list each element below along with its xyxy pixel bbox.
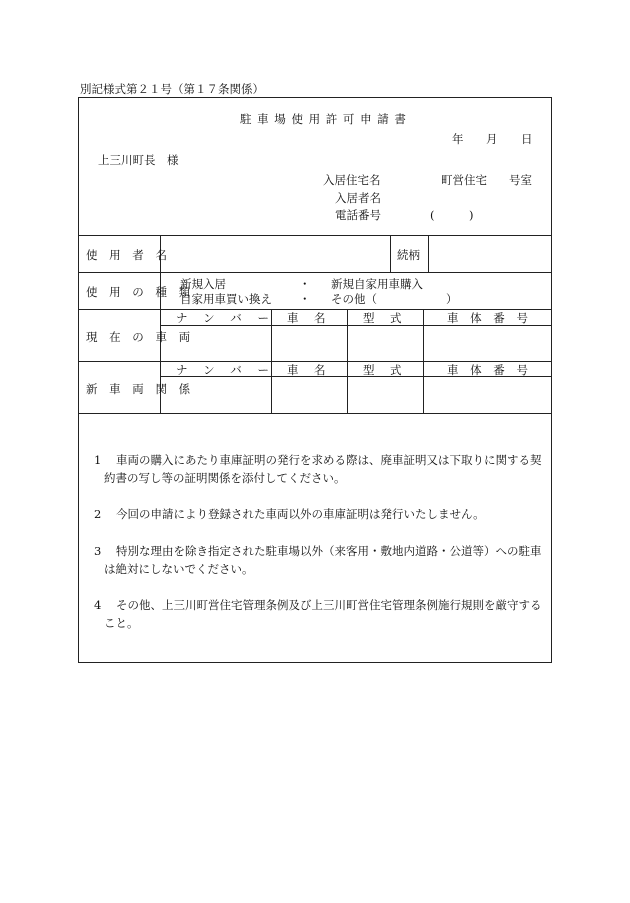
current-car-name-field[interactable]	[273, 327, 346, 360]
col-header-car-name: 車 名	[287, 311, 328, 325]
date-day-label: 日	[521, 132, 533, 146]
new-vehicle-label: 新 車 両 関 係	[86, 382, 195, 396]
usage-type-label: 使 用 の 種 類	[86, 285, 195, 299]
option-car-replacement[interactable]: 自家用車買い換え	[180, 292, 272, 306]
col-header-body-number: 車 体 番 号	[447, 363, 532, 377]
phone-number-label: 電話番号	[335, 208, 381, 222]
user-name-field[interactable]	[162, 237, 388, 270]
residence-name-label: 入居住宅名	[323, 173, 381, 187]
relation-field[interactable]	[430, 237, 550, 270]
note-item: 2 今回の申請により登録された車両以外の車庫証明は発行いたしません。	[94, 507, 485, 521]
col-header-body-number: 車 体 番 号	[447, 311, 532, 325]
town-housing-label: 町営住宅	[441, 173, 487, 187]
option-separator: ・	[299, 292, 311, 306]
option-new-car-purchase[interactable]: 新規自家用車購入	[331, 277, 423, 291]
new-model-field[interactable]	[349, 378, 422, 412]
col-header-model: 型 式	[363, 363, 404, 377]
note-item: 4 その他、上三川町営住宅管理条例及び上三川町営住宅管理条例施行規則を厳守する こと。	[94, 598, 542, 630]
option-separator: ・	[299, 277, 311, 291]
resident-name-label: 入居者名	[335, 191, 381, 205]
col-header-model: 型 式	[363, 311, 404, 325]
new-body-number-field[interactable]	[425, 378, 550, 412]
phone-number-paren: ( )	[430, 208, 474, 222]
option-new-residence[interactable]: 新規入居	[180, 277, 226, 291]
form-title: 駐 車 場 使 用 許 可 申 請 書	[240, 112, 407, 126]
current-model-field[interactable]	[349, 327, 422, 360]
date-year-label: 年	[452, 132, 464, 146]
date-month-label: 月	[486, 132, 498, 146]
new-car-name-field[interactable]	[273, 378, 346, 412]
current-vehicle-label: 現 在 の 車 両	[86, 330, 195, 344]
col-header-car-name: 車 名	[287, 363, 328, 377]
current-body-number-field[interactable]	[425, 327, 550, 360]
form-number-label: 別記様式第２１号（第１７条関係）	[80, 82, 264, 96]
relation-label: 続柄	[397, 248, 420, 262]
new-number-field[interactable]	[162, 378, 270, 412]
room-number-label: 号室	[509, 173, 532, 187]
note-item: 1 車両の購入にあたり車庫証明の発行を求める際は、廃車証明又は下取りに関する契 約書の写し等の証明関係を添付してください。	[94, 453, 542, 485]
col-header-number: ナ ン バ ー	[176, 363, 275, 377]
option-other[interactable]: その他（ ）	[331, 292, 458, 306]
addressee: 上三川町長 様	[98, 153, 179, 167]
col-header-number: ナ ン バ ー	[176, 311, 275, 325]
user-name-label: 使 用 者 名	[86, 248, 171, 262]
note-item: 3 特別な理由を除き指定された駐車場以外（来客用・敷地内道路・公道等）への駐車 は絶対にしないでください。	[94, 544, 542, 576]
current-number-field[interactable]	[162, 327, 270, 360]
